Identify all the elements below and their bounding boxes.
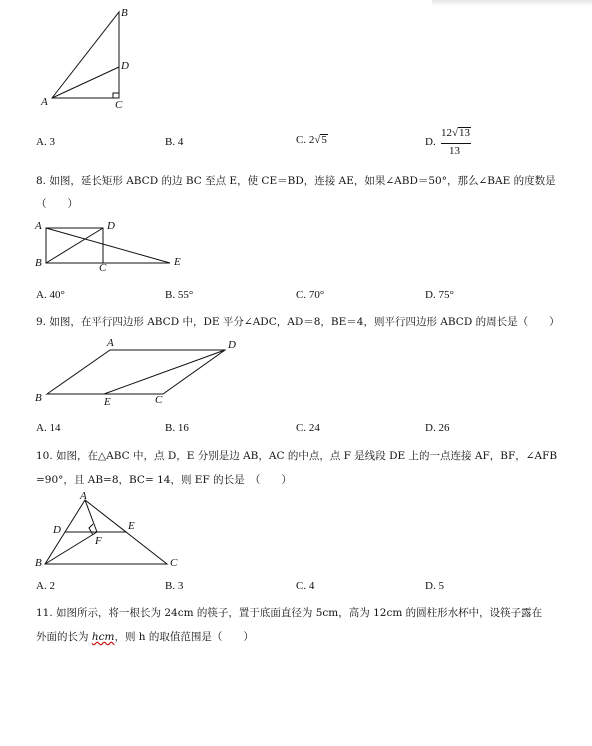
q8-label-d: D: [107, 220, 115, 232]
q8-label-c: C: [99, 262, 107, 274]
q7-label-d: D: [121, 60, 129, 72]
q9-label-c: C: [155, 394, 163, 406]
q9-option-a[interactable]: A. 14: [36, 422, 61, 434]
q9-label-a: A: [107, 337, 114, 349]
q8-segment-ae: [46, 228, 170, 263]
q8-option-d[interactable]: D. 75°: [425, 289, 454, 301]
figure-q10-triangle: [0, 488, 592, 578]
q8-option-c[interactable]: C. 70°: [296, 289, 325, 301]
q11-question-line-1: 11. 如图所示，将一根长为 24cm 的筷子，置于底面直径为 5cm，高为 12cm 的圆柱形水杯中，设筷子露在: [36, 607, 543, 619]
q8-question-line-2: （ ）: [36, 198, 78, 210]
figure-q9-parallelogram: [0, 330, 592, 410]
q10-option-a[interactable]: A. 2: [36, 580, 55, 592]
q7-option-d-numerator: 12√13: [441, 127, 471, 139]
q10-label-c: C: [170, 557, 178, 569]
q8-question-line-1: 8. 如图，延长矩形 ABCD 的边 BC 至点 E，使 CE＝BD，连接 AE，如果∠ABD＝50°，那么∠BAE 的度数是: [36, 175, 556, 187]
q9-segment-de: [104, 350, 225, 394]
q7-label-a: A: [41, 96, 48, 108]
q7-segment-ad: [52, 67, 119, 98]
q9-label-b: B: [35, 392, 42, 404]
q8-label-e: E: [174, 256, 181, 268]
q9-option-d[interactable]: D. 26: [425, 422, 450, 434]
q10-question-line-2: =90°，且 AB=8，BC= 14，则 EF 的长是 （ ）: [36, 474, 292, 486]
q10-label-a: A: [80, 490, 87, 502]
q10-option-d[interactable]: D. 5: [425, 580, 444, 592]
q8-diagonal-bd: [46, 228, 103, 263]
q9-question-line-1: 9. 如图，在平行四边形 ABCD 中，DE 平分∠ADC，AD＝8，BE＝4，则平行四边形 ABCD 的周长是（ ）: [36, 316, 560, 328]
q7-option-a[interactable]: A. 3: [36, 136, 55, 148]
q11-variable-hcm: hcm: [91, 631, 115, 643]
q9-option-c[interactable]: C. 24: [296, 422, 320, 434]
q10-label-d: D: [53, 524, 61, 536]
q7-option-d-denominator: 13: [449, 145, 460, 157]
q11-question-line-2: [36, 629, 254, 644]
q9-label-e: E: [104, 396, 111, 408]
q7-label-b: B: [121, 7, 128, 19]
q10-segment-bf: [45, 532, 97, 564]
figure-q7-triangle: [0, 0, 592, 120]
q11-line2-suffix: ，则 h 的取值范围是（ ）: [114, 631, 254, 643]
q7-option-c[interactable]: C. 2√5: [296, 134, 327, 146]
q10-question-line-1: 10. 如图，在△ABC 中，点 D，E 分别是边 AB，AC 的中点，点 F 是线段 DE 上的一点连接 AF，BF，∠AFB: [36, 450, 558, 462]
q8-option-b[interactable]: B. 55°: [165, 289, 194, 301]
q7-option-d-prefix[interactable]: D.: [425, 136, 436, 148]
q8-option-a[interactable]: A. 40°: [36, 289, 65, 301]
q9-option-b[interactable]: B. 16: [165, 422, 189, 434]
q7-right-angle-mark: [113, 93, 119, 98]
figure-q8-rectangle: [0, 210, 592, 280]
q7-option-c-root: 5: [321, 134, 327, 146]
q7-option-d-fraction-bar: [441, 143, 471, 144]
q7-option-c-prefix: C. 2: [296, 134, 315, 146]
q10-label-e: E: [128, 520, 135, 532]
q7-option-b[interactable]: B. 4: [165, 136, 184, 148]
q7-label-c: C: [115, 99, 123, 111]
q10-option-c[interactable]: C. 4: [296, 580, 315, 592]
q9-label-d: D: [228, 339, 236, 351]
q7-option-d-fraction: [441, 127, 477, 161]
q8-label-b: B: [35, 257, 42, 269]
q11-line2-prefix: 外面的长为: [36, 631, 92, 643]
q9-parallelogram-abcd: [47, 350, 225, 394]
q10-right-angle-mark: [89, 524, 93, 535]
q10-label-b: B: [35, 557, 42, 569]
q7-triangle-abc: [52, 12, 119, 98]
q8-label-a: A: [35, 220, 42, 232]
q10-label-f: F: [95, 535, 102, 547]
q10-option-b[interactable]: B. 3: [165, 580, 184, 592]
